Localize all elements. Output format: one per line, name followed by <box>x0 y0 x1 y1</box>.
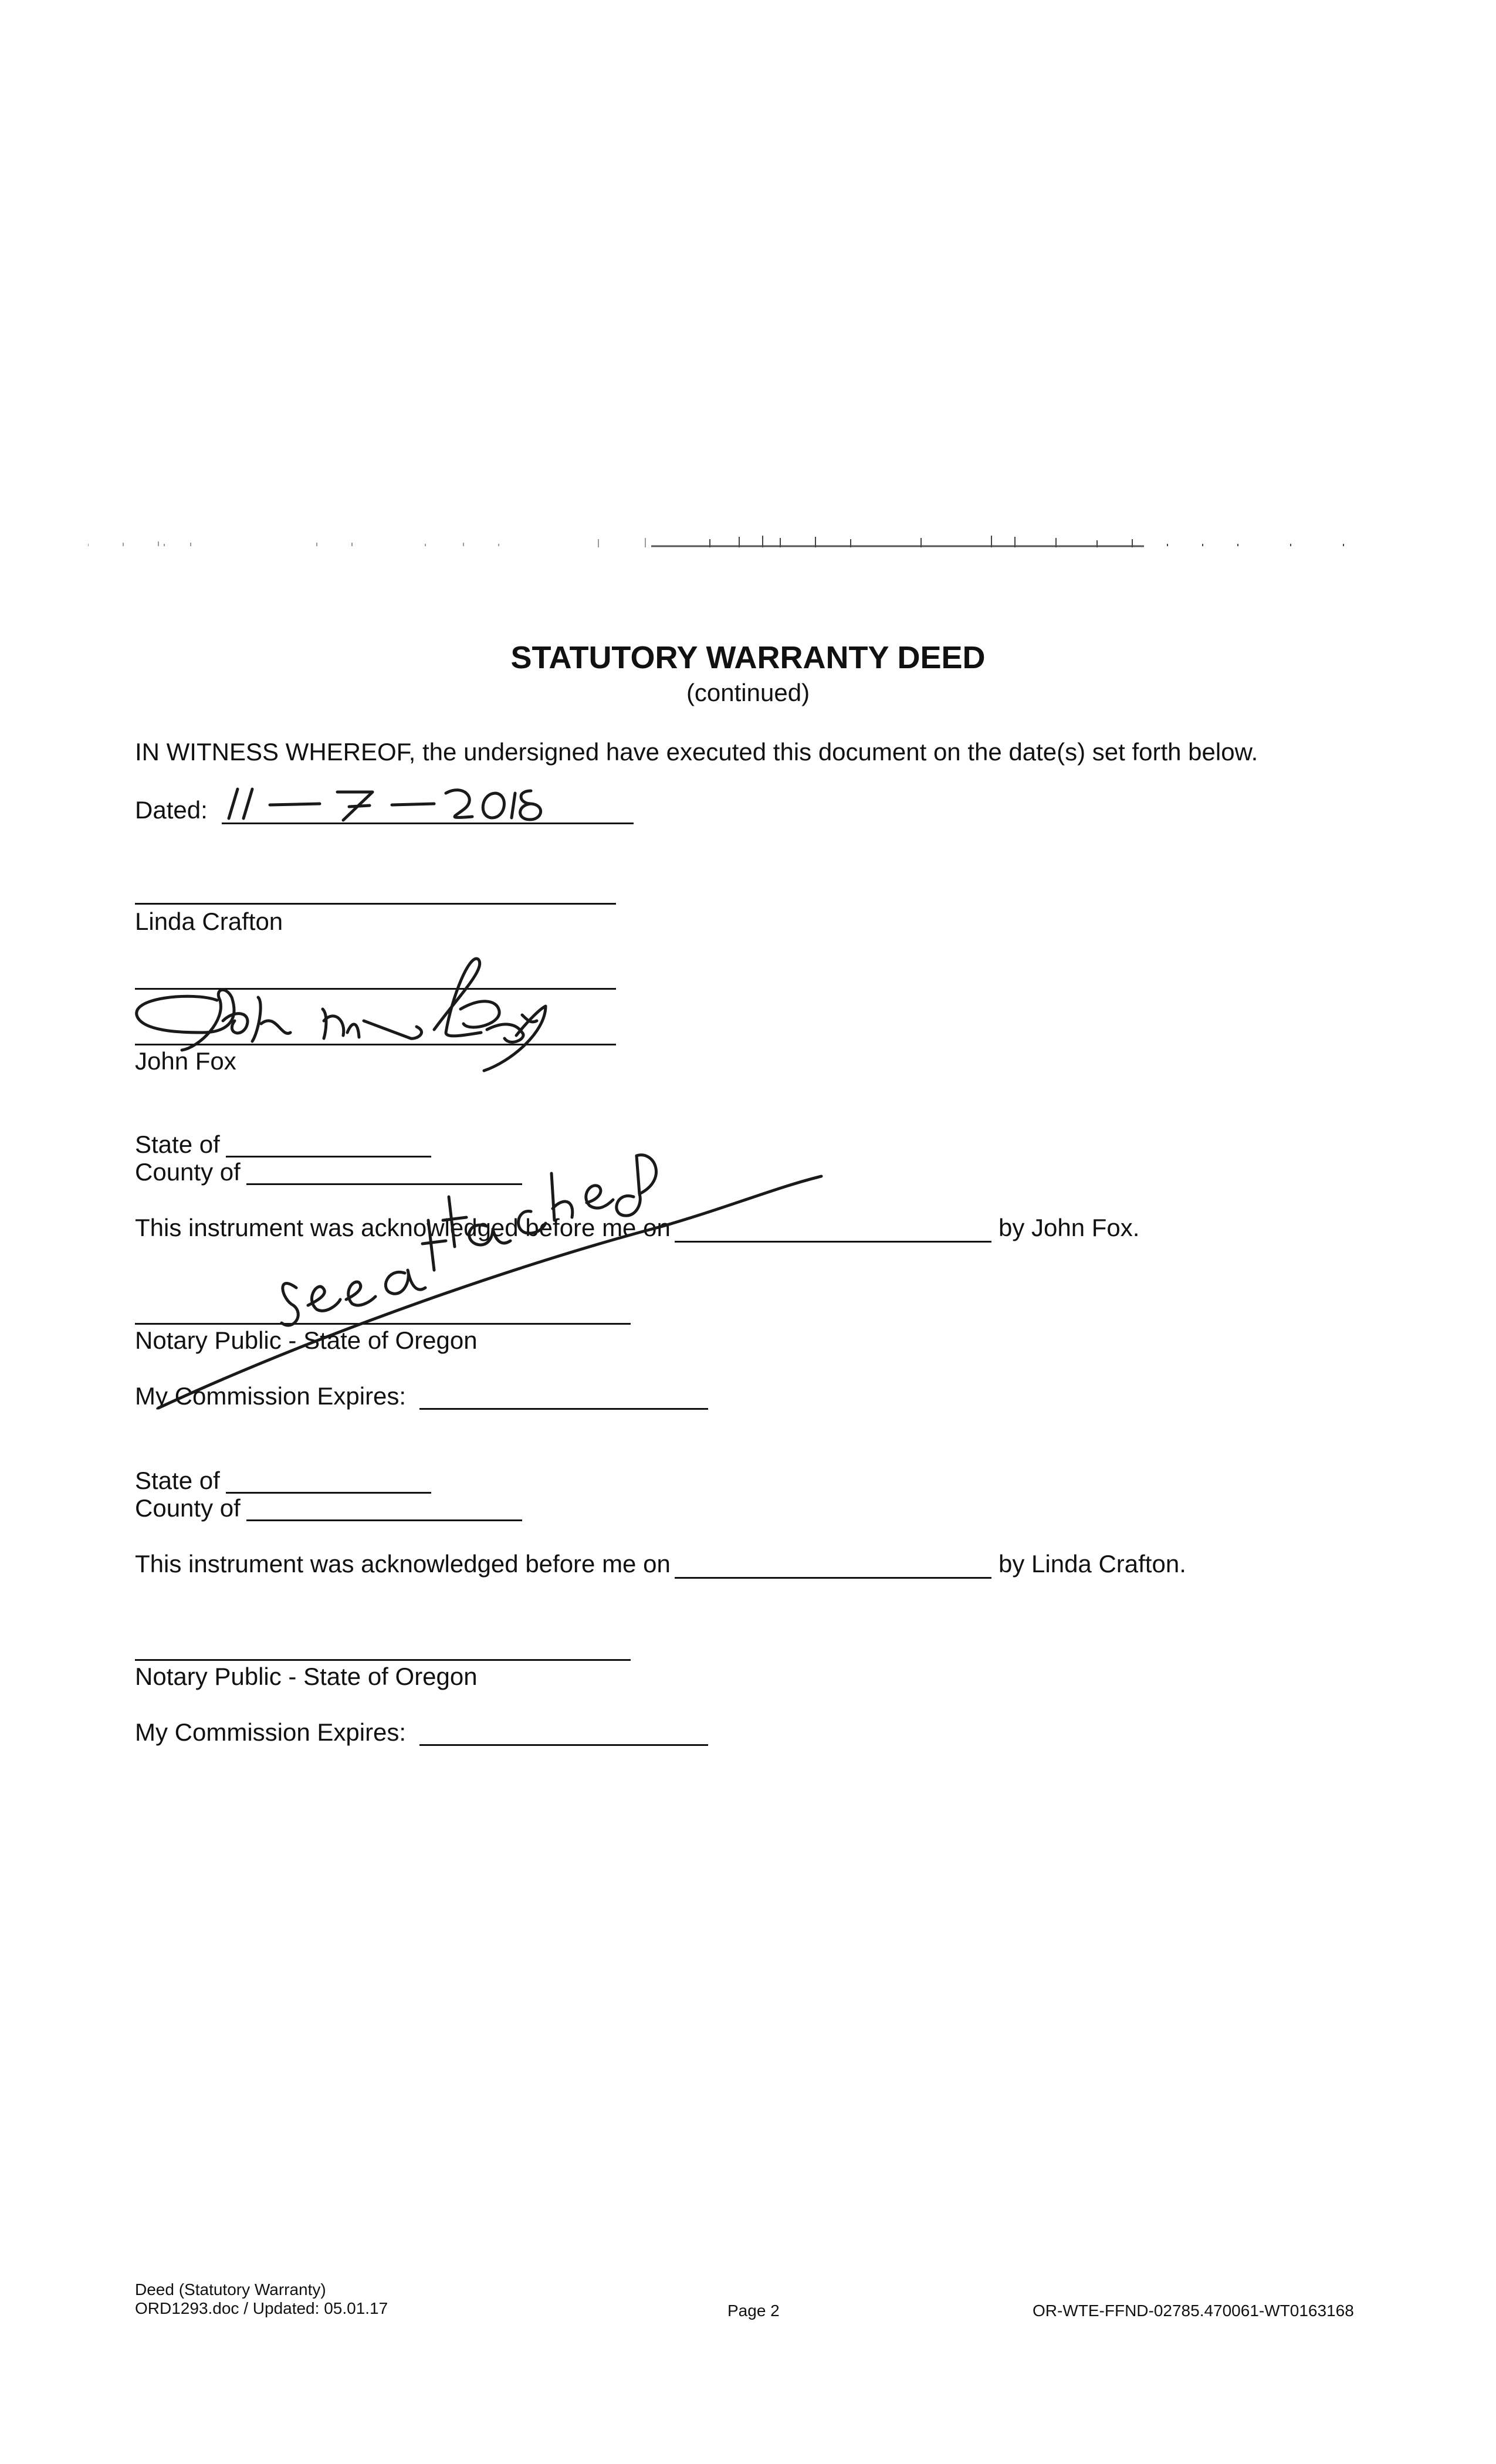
notary2-expires-label: My Commission Expires: <box>135 1718 407 1746</box>
notary1-state-blank <box>226 1156 431 1157</box>
dated-label: Dated: <box>135 796 208 824</box>
footer-form-version: ORD1293.doc / Updated: 05.01.17 <box>135 2299 388 2317</box>
notary2-public-label: Notary Public - State of Oregon <box>135 1663 478 1690</box>
notary1-expires-label: My Commission Expires: <box>135 1382 407 1410</box>
notary-strike-annotation <box>158 1155 821 1408</box>
signer-name-john: John Fox <box>135 1047 236 1075</box>
witness-statement: IN WITNESS WHEREOF, the undersigned have executed this document on the date(s) set forth below. <box>135 738 1258 766</box>
scan-artifact-line <box>88 531 1349 549</box>
notary2-ack-date-blank <box>675 1577 991 1579</box>
notary1-expires-blank <box>419 1408 708 1410</box>
linda-signature-line <box>135 903 616 905</box>
notary2-signature-line <box>135 1659 631 1661</box>
notary1-signature-line <box>135 1323 631 1325</box>
notary1-ack-by: by John Fox. <box>999 1214 1140 1241</box>
notary2-county-label: County of <box>135 1494 241 1522</box>
notary1-state-label: State of <box>135 1131 220 1158</box>
signer-name-linda: Linda Crafton <box>135 908 283 935</box>
notary2-state-label: State of <box>135 1467 220 1494</box>
document-subtitle: (continued) <box>686 679 810 706</box>
notary1-public-label: Notary Public - State of Oregon <box>135 1326 478 1354</box>
john-signature-line <box>135 1044 616 1045</box>
dated-underline <box>222 823 634 824</box>
notary1-county-blank <box>246 1183 522 1185</box>
document-title: STATUTORY WARRANTY DEED <box>510 640 986 675</box>
handwritten-date <box>229 789 541 820</box>
footer-form-name: Deed (Statutory Warranty) <box>135 2280 326 2299</box>
footer-order-number: OR-WTE-FFND-02785.470061-WT0163168 <box>1033 2301 1354 2320</box>
footer-page-number: Page 2 <box>727 2301 780 2320</box>
notary2-state-blank <box>226 1492 431 1494</box>
notary2-ack-text: This instrument was acknowledged before me on <box>135 1550 671 1578</box>
notary1-county-label: County of <box>135 1158 241 1186</box>
notary1-ack-date-blank <box>675 1241 991 1243</box>
john-signature-guide-line <box>135 988 616 990</box>
notary2-expires-blank <box>419 1744 708 1746</box>
notary2-county-blank <box>246 1519 522 1521</box>
notary1-ack-text: This instrument was acknowledged before me on <box>135 1214 671 1241</box>
notary2-ack-by: by Linda Crafton. <box>999 1550 1186 1578</box>
